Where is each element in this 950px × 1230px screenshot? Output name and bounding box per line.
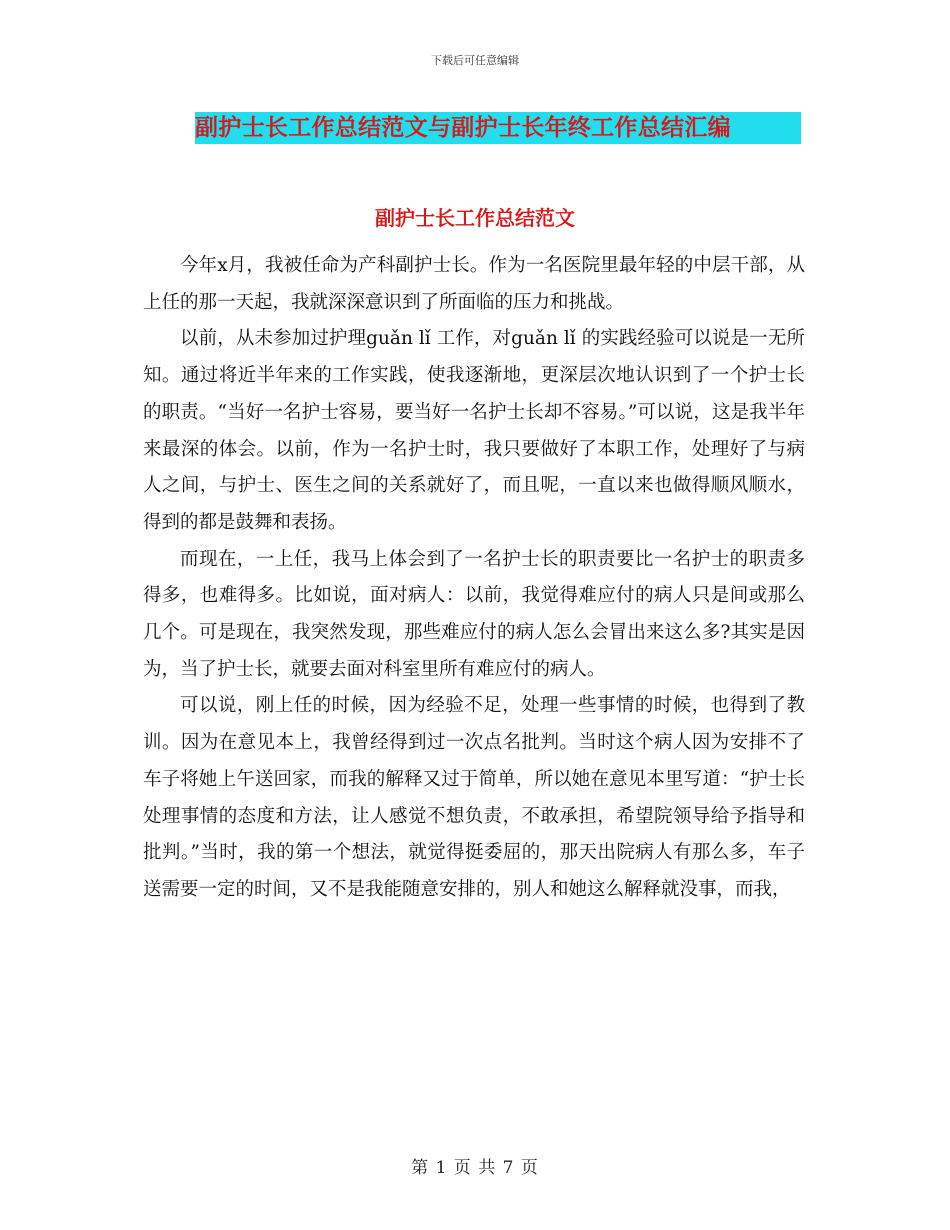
paragraph-4: 可以说，刚上任的时候，因为经验不足，处理一些事情的时候，也得到了教训。因为在意见本上，我曾经得到过一次点名批判。当时这个病人因为安排不了车子将她上午送回家，而我的解释又过于简单，所以她在意见本里写道：“护士长处理事情的态度和方法，让人感觉不想负责，不敢承担，希望院领导给予指导和批判。”当时，我的第一个想法，就觉得挺委屈的，那天出院病人有那么多，车子送需要一定的时间，又不是我能随意安排的，别人和她这么解释就没事，而我， xyxy=(143,695,805,900)
header-note: 下载后可任意编辑 xyxy=(431,54,519,67)
body-text xyxy=(143,248,805,909)
paragraph-3: 而现在，一上任，我马上体会到了一名护士长的职责要比一名护士的职责多得多，也难得多。比如说，面对病人：以前，我觉得难应付的病人只是间或那么几个。可是现在，我突然发现，那些难应付的病人怎么会冒出来这么多?其实是因为，当了护士长，就要去面对科室里所有难应付的病人。 xyxy=(143,548,805,680)
paragraph-2: 以前，从未参加过护理guǎn lǐ 工作，对guǎn lǐ 的实践经验可以说是一无所知。通过将近半年来的工作实践，使我逐渐地，更深层次地认识到了一个护士长的职责。“当好一名护士容易，要当好一名护士长却不容易。”可以说，这是我半年来最深的体会。以前，作为一名护士时，我只要做好了本职工作，处理好了与病人之间，与护士、医生之间的关系就好了，而且呢，一直以来也做得顺风顺水，得到的都是鼓舞和表扬。 xyxy=(143,328,805,533)
document-title: 副护士长工作总结范文与副护士长年终工作总结汇编 xyxy=(195,112,801,144)
page-footer: 第 1 页 共 7 页 xyxy=(411,1158,539,1178)
paragraph-1: 今年x月，我被任命为产科副护士长。作为一名医院里最年轻的中层干部，从上任的那一天起，我就深深意识到了所面临的压力和挑战。 xyxy=(143,255,805,313)
section-title: 副护士长工作总结范文 xyxy=(375,206,575,230)
